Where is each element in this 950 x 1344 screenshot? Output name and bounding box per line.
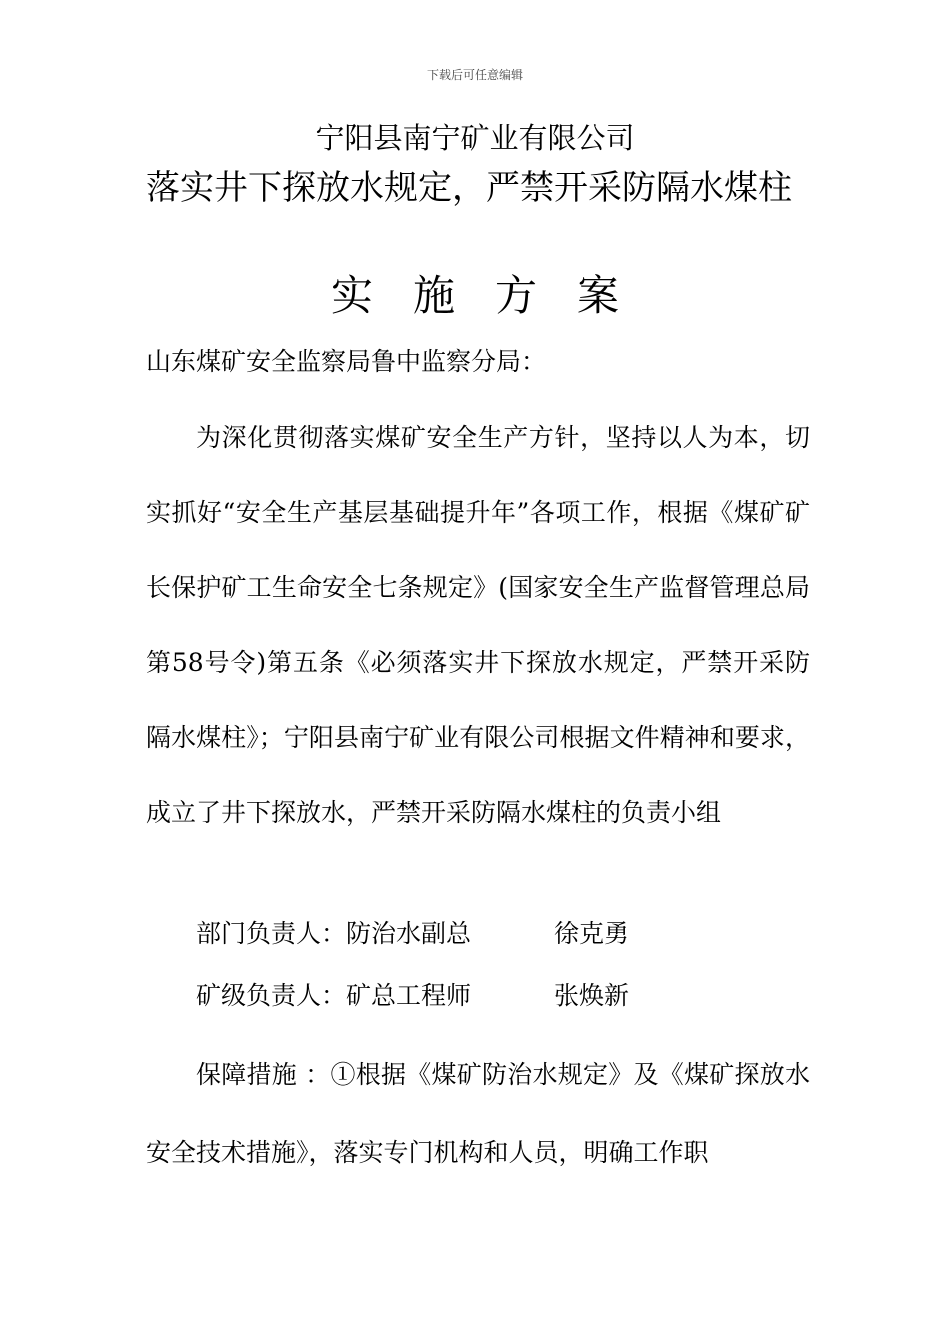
responsible-row [196,914,629,954]
measures-paragraph: 保障措施 ：①根据《煤矿防治水规定》及《煤矿探放水安全技术措施》，落实专门机构和人员，明确工作职 [146,1060,810,1167]
company-name: 宁阳县南宁矿业有限公司 [315,121,635,155]
document-subtitle: 实施方案 [330,271,659,320]
responsible-name: 张焕新 [554,981,630,1010]
header-note: 下载后可任意编辑 [426,68,523,82]
responsible-row [196,976,629,1016]
responsible-role: 部门负责人：防治水副总 [196,919,472,948]
intro-paragraph: 为深化贯彻落实煤矿安全生产方针，坚持以人为本，切实抓好“安全生产基层基础提升年”各项工作，根据《煤矿矿长保护矿工生命安全七条规定》(国家安全生产监督管理总局第58号令)第五条《必须落实井下探放水规定，严禁开采防隔水煤柱》；宁阳县南宁矿业有限公司根据文件精神和要求，成立了井下探放水，严禁开采防隔水煤柱的负责小组 [146,423,810,827]
responsible-role: 矿级负责人：矿总工程师 [196,981,472,1010]
responsible-name: 徐克勇 [554,919,630,948]
document-title: 落实井下探放水规定，严禁开采防隔水煤柱 [146,168,792,208]
addressee: 山东煤矿安全监察局鲁中监察分局： [146,347,547,376]
